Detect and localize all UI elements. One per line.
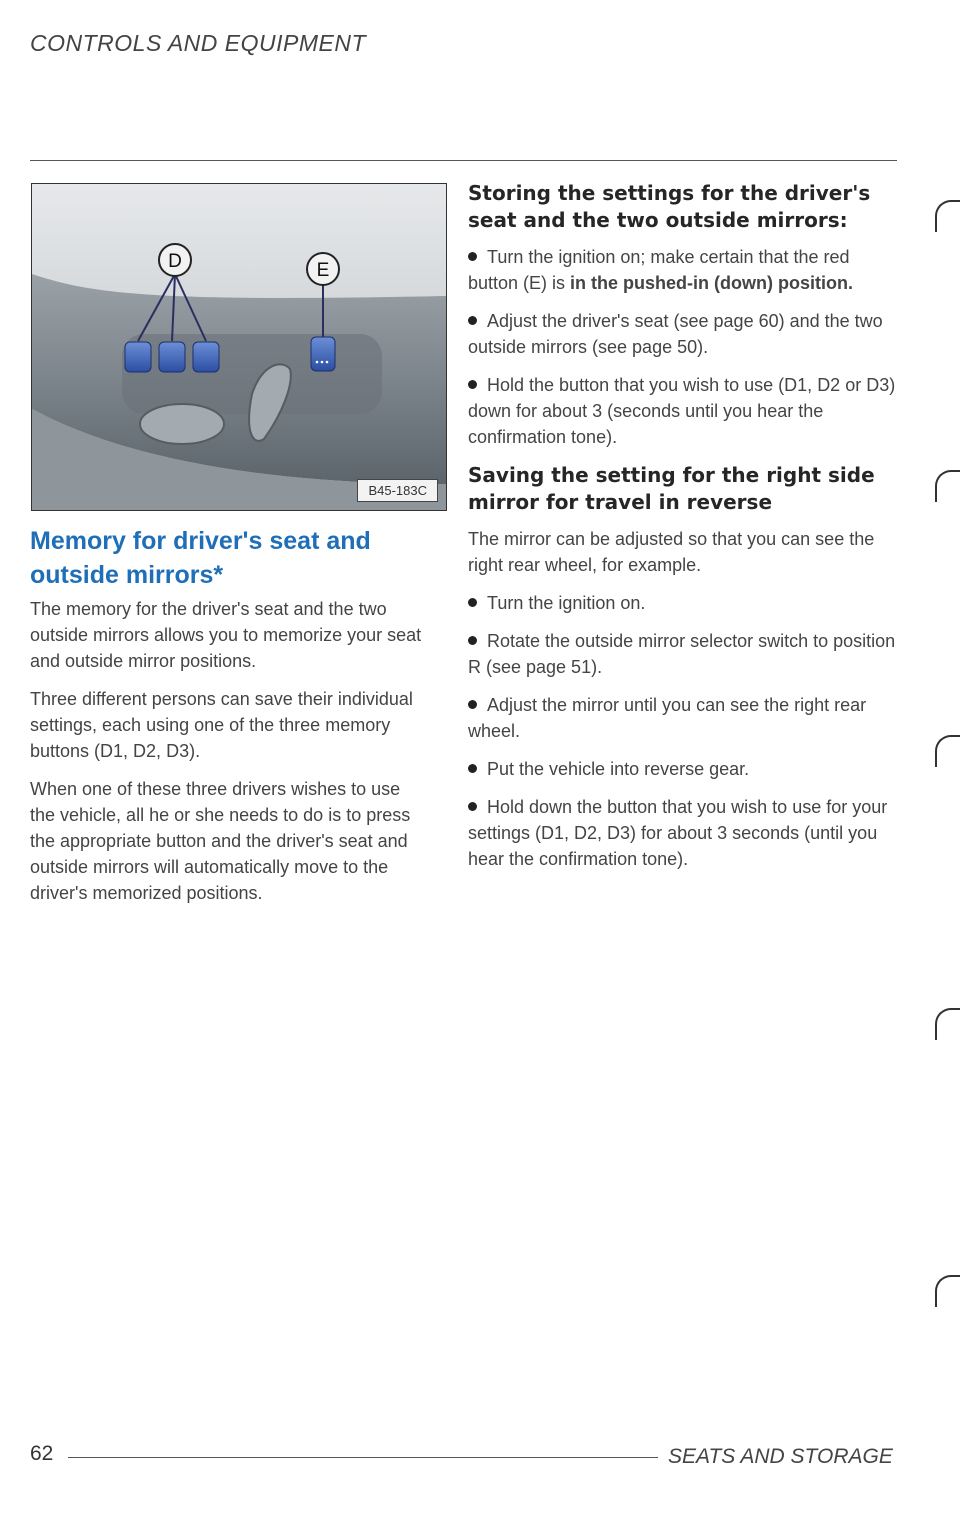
margin-marker (935, 200, 960, 232)
callout-d (159, 244, 191, 276)
list-item (468, 590, 900, 616)
bullet-text: Put the vehicle into reverse gear. (487, 759, 750, 779)
bullet-text: Adjust the mirror until you can see the right rear wheel. (468, 695, 867, 741)
paragraph: The mirror can be adjusted so that you can see the right rear wheel, for example. (468, 529, 875, 575)
paragraph: The memory for the driver's seat and the two outside mirrors allows you to memorize your seat and outside mirror positions. (30, 599, 422, 671)
bullet-icon (468, 764, 477, 773)
left-column (30, 596, 422, 918)
list-item (468, 308, 900, 360)
margin-marker (935, 735, 960, 767)
margin-marker (935, 470, 960, 502)
svg-text:E: E (316, 260, 330, 281)
bullet-emphasis: in the pushed-in (down) position. (570, 273, 854, 293)
memory-button-d3 (193, 342, 219, 372)
bullet-icon (468, 802, 477, 811)
paragraph: Three different persons can save their individual settings, each using one of the three memory buttons (D1, D2, D3). (30, 689, 413, 761)
list-item (468, 244, 900, 296)
memory-button-d1 (125, 342, 151, 372)
footer-rule (68, 1457, 658, 1458)
bullet-icon (468, 636, 477, 645)
margin-marker (935, 1008, 960, 1040)
bullet-icon (468, 598, 477, 607)
right-column (468, 180, 900, 884)
bullet-text: Adjust the driver's seat (see page 60) and the two outside mirrors (see page 50). (468, 311, 883, 357)
callout-e (307, 253, 339, 285)
list-item (468, 692, 900, 744)
svg-text:D: D (168, 251, 182, 272)
paragraph: When one of these three drivers wishes to use the vehicle, all he or she needs to do is to press the appropriate button and the driver's seat and outside mirrors will automatically move to the driver's memorized positions. (30, 779, 411, 903)
bullet-text: Turn the ignition on. (487, 593, 646, 613)
header-rule (30, 160, 897, 161)
bullet-text: Hold the button that you wish to use (D1, D2 or D3) down for about 3 (seconds until you hear the confirmation tone). (468, 375, 896, 447)
bullet-text: Rotate the outside mirror selector switch to position R (see page 51). (468, 631, 896, 677)
saving-heading: Saving the setting for the right side mirror for travel in reverse (468, 463, 875, 514)
list-item (468, 372, 900, 450)
memory-button-d2 (159, 342, 185, 372)
bullet-icon (468, 252, 477, 261)
margin-marker (935, 1275, 960, 1307)
set-button-e (311, 337, 335, 371)
page-number: 62 (30, 1442, 54, 1465)
list-item (468, 794, 900, 872)
list-item (468, 628, 900, 680)
section-title: Memory for driver's seat and outside mirrors* (30, 527, 371, 589)
storing-heading: Storing the settings for the driver's seat and the two outside mirrors: (468, 181, 871, 232)
bullet-text: Turn the ignition on; make certain that the red button (E) is (468, 247, 850, 293)
list-item (468, 756, 900, 782)
bullet-icon (468, 380, 477, 389)
bullet-text: Hold down the button that you wish to use for your settings (D1, D2, D3) for about 3 seconds (until you hear the confirmation tone). (468, 797, 888, 869)
door-panel-drawing (32, 184, 446, 510)
page-header-title: CONTROLS AND EQUIPMENT (30, 30, 367, 56)
bullet-icon (468, 316, 477, 325)
figure-code: B45-183C (357, 479, 438, 502)
memory-buttons-illustration (31, 183, 447, 511)
bullet-icon (468, 700, 477, 709)
footer-title: SEATS AND STORAGE (668, 1445, 893, 1468)
